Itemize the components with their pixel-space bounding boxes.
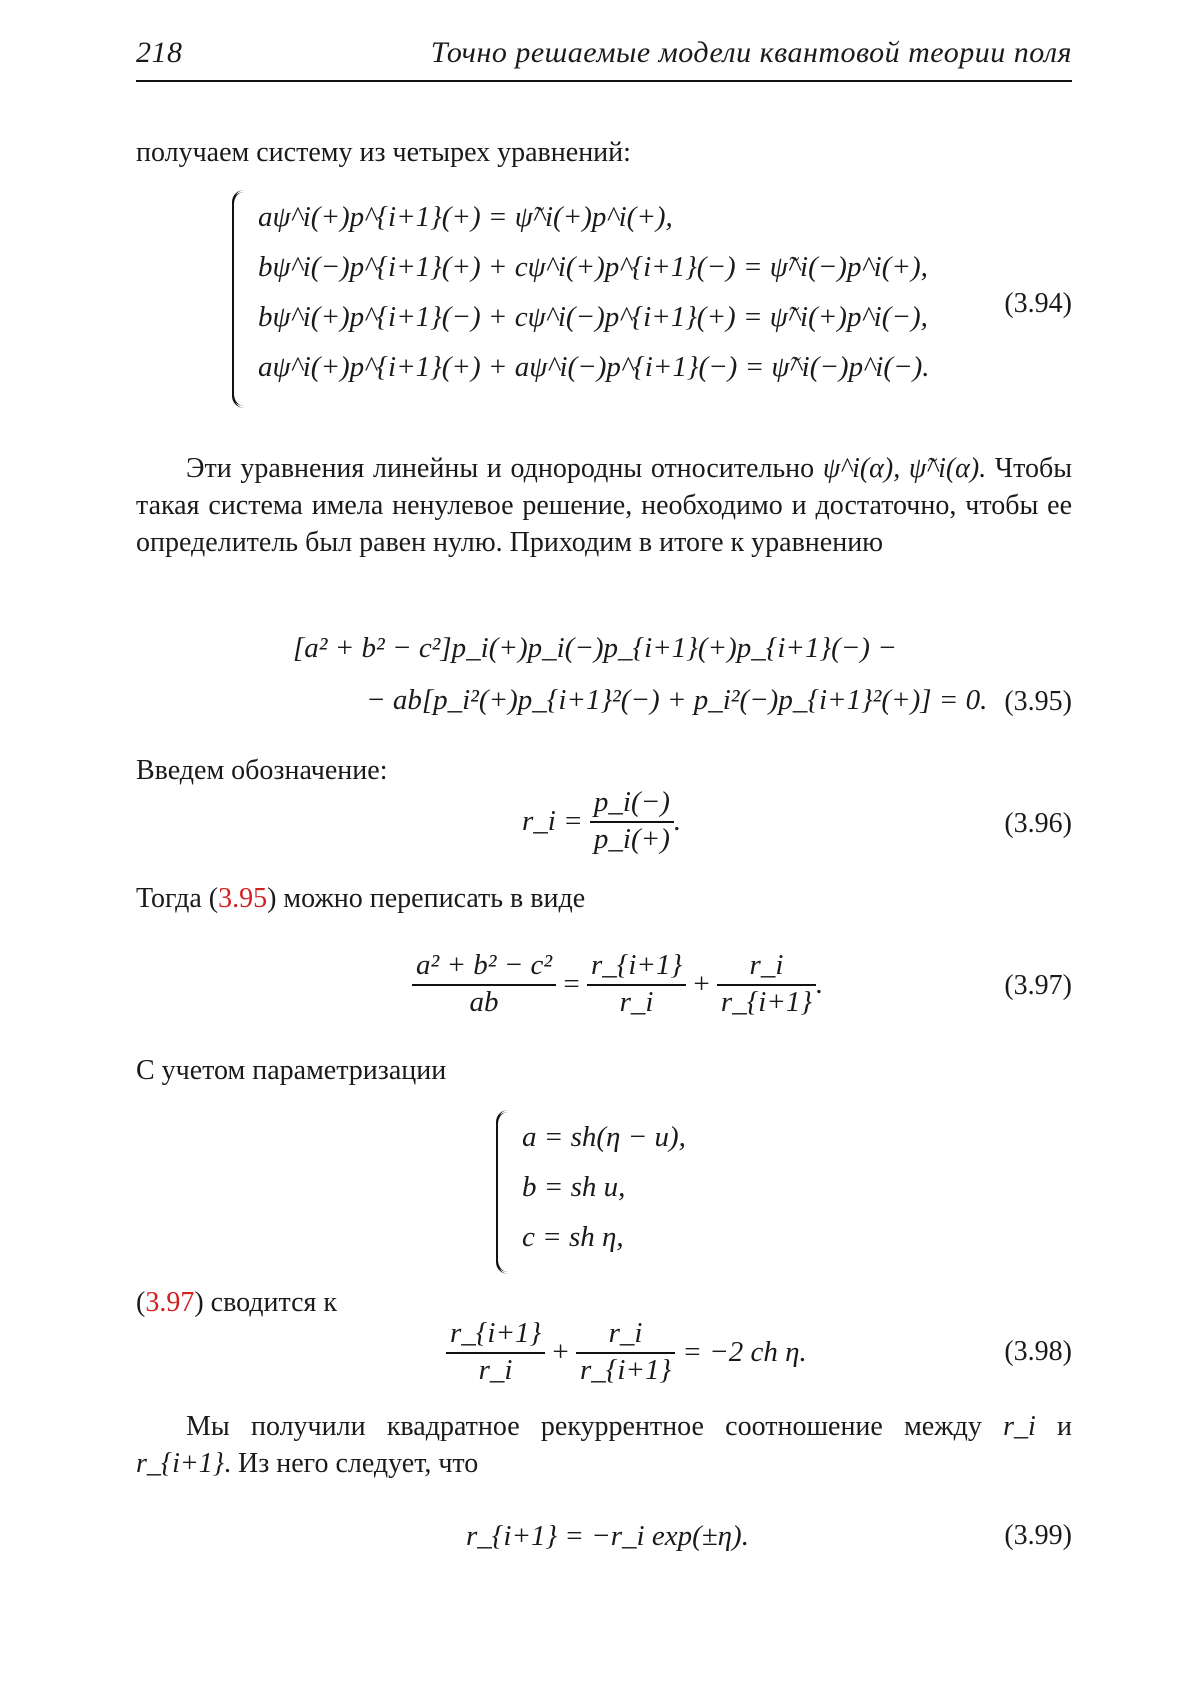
paragraph-notation: Введем обозначение: (136, 752, 1072, 789)
plus-sign: + (552, 1338, 568, 1367)
text-span: ) сводится к (194, 1287, 337, 1318)
equation-3-96 (522, 788, 681, 854)
equation-line: bψ^i(+)p^{i+1}(−) + cψ^i(−)p^{i+1}(+) = ψ̃^i(+)p^i(−), (258, 292, 930, 342)
denominator: r_i (587, 986, 686, 1017)
denominator: r_i (446, 1354, 545, 1385)
equation-ref-link[interactable]: 3.97 (145, 1287, 194, 1318)
equation-line: b = sh u, (522, 1162, 686, 1212)
equation-number: (3.94) (1004, 288, 1072, 320)
paragraph-recurrence (136, 1408, 1072, 1482)
paragraph-linear (136, 450, 1072, 561)
equation-line: aψ^i(+)p^{i+1}(+) = ψ̃^i(+)p^i(+), (258, 192, 930, 242)
equation-3-99: r_{i+1} = −r_i exp(±η). (466, 1522, 749, 1551)
equation-3-95-line-2: − ab[p_i²(+)p_{i+1}²(−) + p_i²(−)p_{i+1}²(+)] = 0. (366, 686, 987, 715)
inline-math: r_i (1003, 1411, 1036, 1442)
equation-line: aψ^i(+)p^{i+1}(+) + aψ^i(−)p^{i+1}(−) = ψ̃^i(−)p^i(−). (258, 342, 930, 392)
page-number: 218 (136, 36, 183, 70)
equation-line: a = sh(η − u), (522, 1112, 686, 1162)
equation-line: c = sh η, (522, 1212, 686, 1262)
numerator: a² + b² − c² (412, 951, 556, 986)
page (0, 0, 1200, 1700)
text-span: Эти уравнения линейны и однородны относительно (186, 453, 823, 484)
running-header (136, 36, 1072, 82)
lhs: r_i = (522, 807, 583, 836)
text-span: . Из него следует, что (224, 1448, 478, 1479)
equation-number: (3.99) (1004, 1520, 1072, 1552)
equation-line: bψ^i(−)p^{i+1}(+) + cψ^i(+)p^{i+1}(−) = ψ̃^i(−)p^i(+), (258, 242, 930, 292)
text-span: ) можно переписать в виде (267, 883, 585, 914)
parametrization-system (496, 1112, 756, 1272)
fraction (412, 951, 556, 1017)
equation-ref-link[interactable]: 3.95 (218, 883, 267, 914)
denominator: r_{i+1} (576, 1354, 675, 1385)
numerator: r_{i+1} (587, 951, 686, 986)
text-span: Тогда ( (136, 883, 218, 914)
fraction (717, 951, 816, 1017)
text-span: Мы получили квадратное рекуррентное соотношение между (186, 1411, 1003, 1442)
text-span: и (1036, 1411, 1072, 1442)
left-brace (496, 1112, 516, 1272)
numerator: r_i (717, 951, 816, 986)
equation-3-97 (412, 944, 823, 1024)
equation-3-95-line-1: [a² + b² − c²]p_i(+)p_i(−)p_{i+1}(+)p_{i+1}(−) − (293, 634, 897, 663)
numerator: r_i (576, 1319, 675, 1354)
equation-number: (3.96) (1004, 808, 1072, 840)
paragraph-parametrization: С учетом параметризации (136, 1052, 1072, 1089)
fraction (446, 1319, 545, 1385)
period: . (674, 807, 681, 836)
text-span: Чтобы такая система имела ненулевое решение, необходимо и достаточно, чтобы ее определитель был равен нулю. Приходим в итоге к уравнению (136, 453, 1072, 558)
fraction (590, 788, 674, 854)
period: . (816, 970, 823, 999)
equals-sign: = (563, 970, 579, 999)
fraction (576, 1319, 675, 1385)
paragraph-reduces: (3.97) сводится к (136, 1284, 476, 1321)
numerator: r_{i+1} (446, 1319, 545, 1354)
numerator: p_i(−) (590, 788, 674, 823)
equation-system-3-94 (232, 192, 932, 406)
equation-number: (3.98) (1004, 1336, 1072, 1368)
denominator: p_i(+) (590, 823, 674, 854)
paragraph-rewrite (136, 880, 1072, 917)
plus-sign: + (693, 970, 709, 999)
fraction (587, 951, 686, 1017)
denominator: r_{i+1} (717, 986, 816, 1017)
inline-math: r_{i+1} (136, 1448, 224, 1479)
running-title: Точно решаемые модели квантовой теории поля (431, 36, 1072, 70)
left-brace (232, 192, 252, 406)
inline-math: ψ^i(α), ψ̃^i(α). (823, 453, 986, 484)
paragraph-intro: получаем систему из четырех уравнений: (136, 134, 1072, 171)
equation-number: (3.97) (1004, 970, 1072, 1002)
equation-3-98 (446, 1312, 807, 1392)
rhs: = −2 ch η. (682, 1338, 806, 1367)
equation-number: (3.95) (1004, 686, 1072, 718)
denominator: ab (412, 986, 556, 1017)
